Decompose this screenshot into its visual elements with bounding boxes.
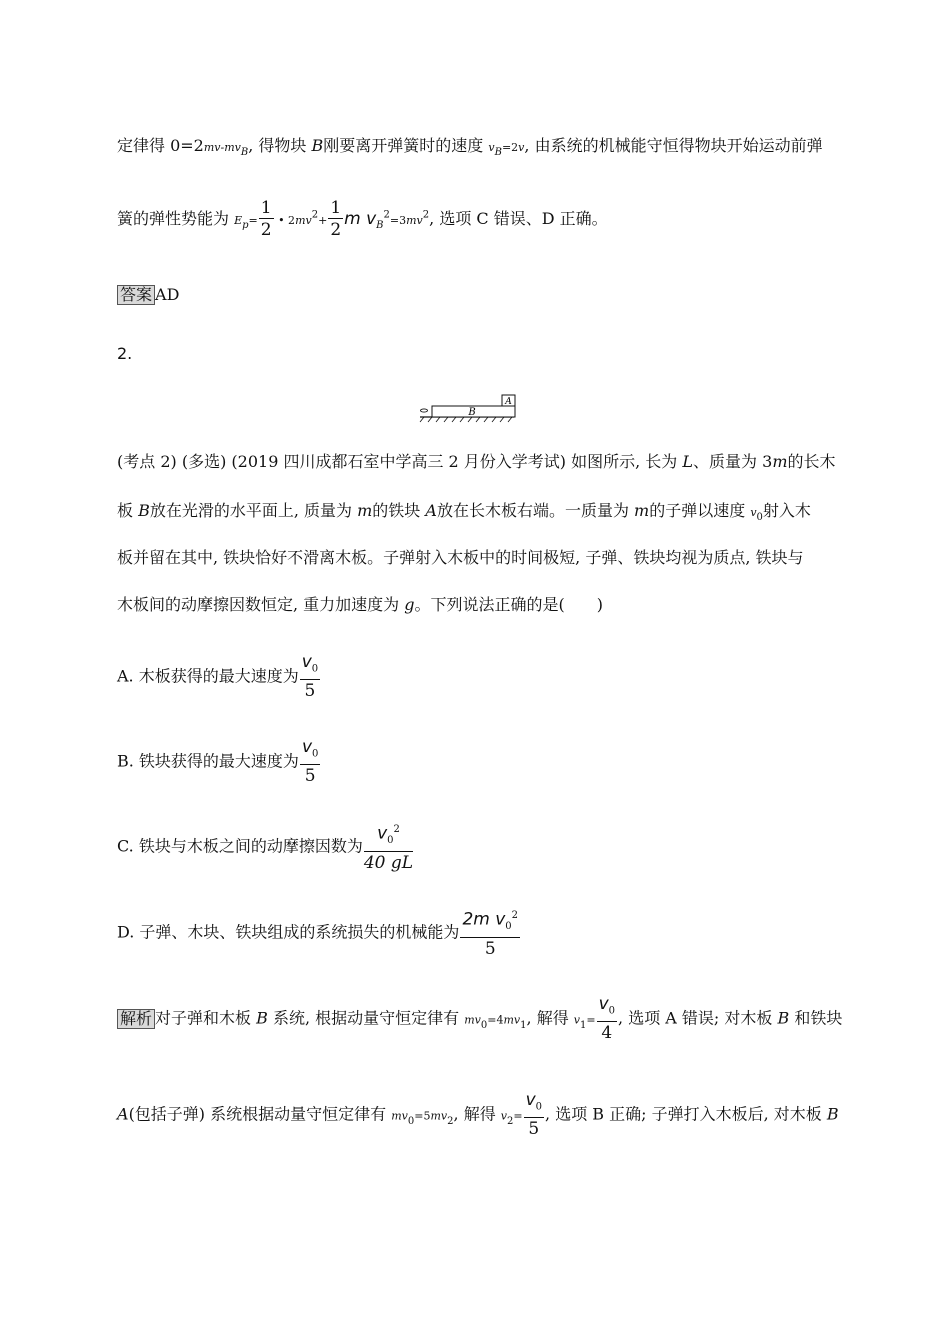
option-a[interactable]: A. 木板获得的最大速度为 $\frac{v_0}{5}$ bbox=[117, 652, 319, 702]
option-b[interactable]: B. 铁块获得的最大速度为 $\frac{v_0}{5}$ bbox=[117, 737, 319, 787]
stem-line-3: 板并留在其中, 铁块恰好不滑离木板。子弹射入木板中的时间极短, 子弹、铁块均视为质点, 铁块与 bbox=[117, 548, 804, 567]
question-number: 2. bbox=[117, 344, 133, 363]
v2-fraction: $\frac{v_0}{5}$ bbox=[525, 1090, 543, 1140]
label-b: B bbox=[468, 407, 476, 418]
bullet bbox=[421, 409, 428, 412]
fraction-half: $\frac{1}{2}$ bbox=[330, 198, 342, 240]
answer-tag: 答案 bbox=[117, 285, 155, 305]
solution-line-1: 定律得 $0=2mv-mv_B$, 得物块 B刚要离开弹簧时的速度 $v_B=2v$, 由系统的机械能守恒得物块开始运动前弹 bbox=[117, 136, 823, 159]
option-c[interactable]: C. 铁块与木板之间的动摩擦因数为 $\frac{v_0^2}{40 gL}$ bbox=[117, 820, 414, 874]
stem-line-1: (考点 2) (多选) (2019 四川成都石室中学高三 2 月份入学考试) 如图所示, 长为 L、质量为 3m的长木 bbox=[117, 452, 836, 471]
analysis-tag: 解析 bbox=[117, 1009, 155, 1029]
v1-fraction: $\frac{v_0}{4}$ bbox=[598, 994, 616, 1044]
analysis-line-1: 解析 对子弹和木板 B 系统, 根据动量守恒定律有 $mv_0=4mv_1$, 解得 $v_1=$ $\frac{v_0}{4}$ , 选项 A 错误; 对木板 B 和铁块 bbox=[117, 994, 842, 1044]
stem-line-4: 木板间的动摩擦因数恒定, 重力加速度为 g。下列说法正确的是( ) bbox=[117, 595, 604, 614]
option-b-fraction: $\frac{v_0}{5}$ bbox=[301, 737, 319, 787]
label-a: A bbox=[505, 397, 512, 407]
option-a-fraction: $\frac{v_0}{5}$ bbox=[301, 652, 319, 702]
answer-value: AD bbox=[155, 285, 180, 304]
option-d-fraction: $\frac{2m v_0^2}{5}$ bbox=[460, 906, 520, 960]
fraction-half: $\frac{1}{2}$ bbox=[260, 198, 272, 240]
block-on-plank-figure bbox=[418, 393, 516, 423]
solution-line-2: 簧的弹性势能为 $E_p=$ $\frac{1}{2}$ • $2mv^2+$ $\frac{1}{2}$ m $v_B^2=3mv^2$, 选项 C 错误、D 正确。 bbox=[117, 198, 608, 240]
analysis-line-2: A(包括子弹) 系统根据动量守恒定律有 $mv_0=5mv_2$, 解得 $v_2=$ $\frac{v_0}{5}$ , 选项 B 正确; 子弹打入木板后, 对木板 B bbox=[117, 1090, 839, 1140]
answer-line bbox=[117, 285, 179, 305]
stem-line-2: 板 B放在光滑的水平面上, 质量为 m的铁块 A放在长木板右端。一质量为 m的子弹以速度 $v_0$射入木 bbox=[117, 501, 811, 524]
option-c-fraction: $\frac{v_0^2}{40 gL}$ bbox=[364, 820, 413, 874]
option-d[interactable]: D. 子弹、木块、铁块组成的系统损失的机械能为 $\frac{2m v_0^2}{5}$ bbox=[117, 906, 521, 960]
